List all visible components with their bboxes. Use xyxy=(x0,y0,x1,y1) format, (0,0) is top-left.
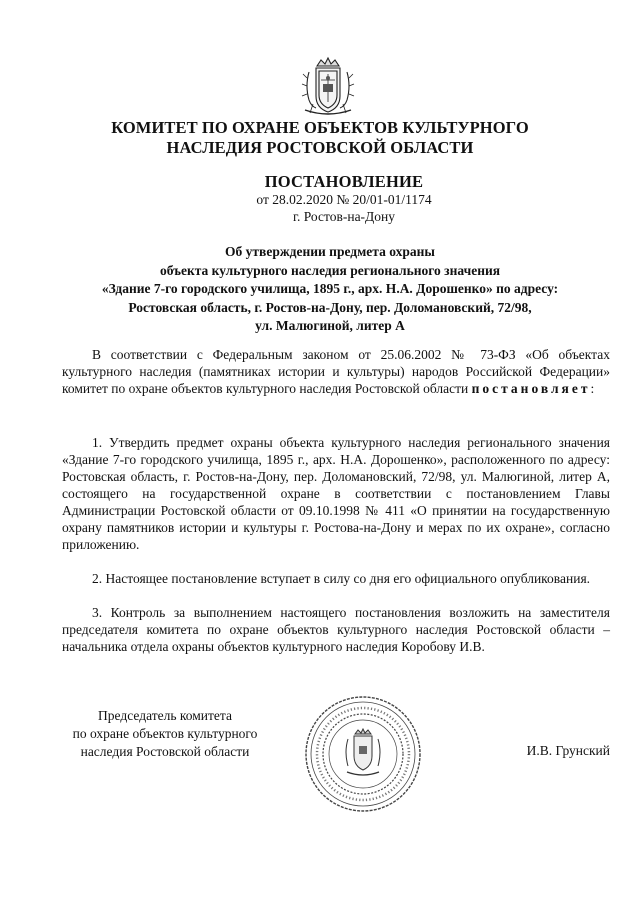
signatory-position-line1: Председатель комитета xyxy=(98,708,232,723)
subject-line5: ул. Малюгиной, литер А xyxy=(255,318,405,333)
subject-line1: Об утверждении предмета охраны xyxy=(225,244,435,259)
item-2-paragraph xyxy=(62,570,610,587)
item-1-text: 1. Утвердить предмет охраны объекта культурного наследия регионального значения «Здание 7-го городского училища, 1895 г., арх. Н.А. Дорошенко», расположенного по адресу: Ростовская область, г. Ростов-на-Дону, пер. Доломановский, 72/98, ул. Малюгиной, литер А, состоящего на государственной охране в соответствии с постановлением Главы Администрации Ростовской области от 09.10.1998 № 411 «О принятии на государственную охрану памятников истории и культуры г. Ростова-на-Дону и мерах по их охране», согласно приложению. xyxy=(62,435,610,552)
committee-name xyxy=(0,118,640,158)
committee-name-line1: КОМИТЕТ ПО ОХРАНЕ ОБЪЕКТОВ КУЛЬТУРНОГО xyxy=(111,118,529,137)
signatory-position-line3: наследия Ростовской области xyxy=(80,744,250,759)
signatory-position-line2: по охране объектов культурного xyxy=(72,726,258,741)
signatory-name: И.В. Грунский xyxy=(526,743,610,758)
subject-line3: «Здание 7-го городского училища, 1895 г., арх. Н.А. Дорошенко» по адресу: xyxy=(101,281,559,296)
committee-name-line2: НАСЛЕДИЯ РОСТОВСКОЙ ОБЛАСТИ xyxy=(166,138,474,157)
signatory-position xyxy=(60,707,270,761)
decree-subject xyxy=(60,243,600,336)
official-round-seal-icon xyxy=(303,694,423,814)
subject-line2: объекта культурного наследия регионального значения xyxy=(159,262,501,278)
item-3-paragraph xyxy=(62,604,610,655)
rostov-coat-of-arms-icon xyxy=(299,56,357,118)
resolves-colon: : xyxy=(590,381,595,396)
subject-line4: Ростовская область, г. Ростов-на-Дону, пер. Доломановский, 72/98, xyxy=(128,299,532,315)
resolves-word: постановляет xyxy=(471,381,591,396)
preamble-paragraph xyxy=(62,346,610,397)
item-3-text: 3. Контроль за выполнением настоящего постановления возложить на заместителя председателя комитета по охране объектов культурного наследия Ростовской области – начальника отдела охраны объектов культурного наследия Коробову И.В. xyxy=(62,605,610,654)
decree-date-number: от 28.02.2020 № 20/01-01/1174 xyxy=(256,192,432,207)
preamble-text: В соответствии с Федеральным законом от 25.06.2002 № 73-ФЗ «Об объектах культурного наследия (памятниках истории и культуры) народов Российской Федерации» комитет по охране объектов культурного наследия Ростовской области xyxy=(62,347,610,396)
item-1-paragraph xyxy=(62,434,610,553)
item-2-text: 2. Настоящее постановление вступает в силу со дня его официального опубликования. xyxy=(92,571,591,586)
decree-title: ПОСТАНОВЛЕНИЕ xyxy=(264,172,424,191)
decree-city: г. Ростов-на-Дону xyxy=(292,209,395,224)
